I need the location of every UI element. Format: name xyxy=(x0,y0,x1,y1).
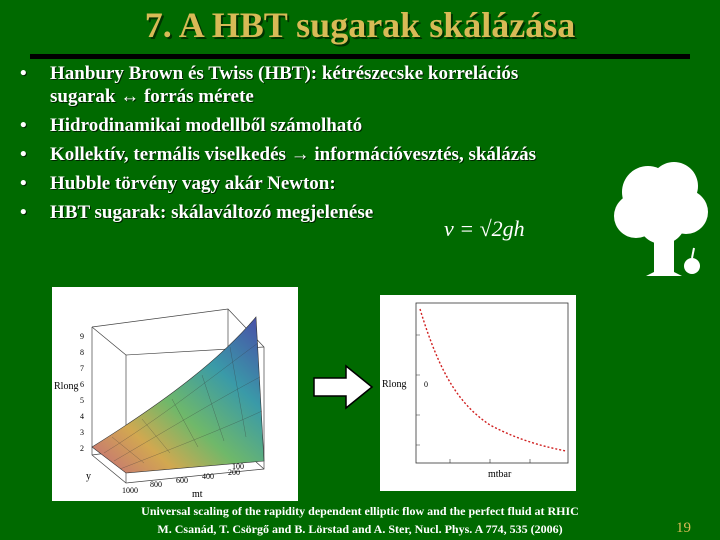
x-axis-label: mtbar xyxy=(488,469,512,480)
tree-apple-icon xyxy=(610,160,720,280)
z-tick: 2 xyxy=(80,444,84,453)
bullet-text: Hanbury Brown és Twiss (HBT): kétrészecske korrelációs xyxy=(50,63,519,84)
citation xyxy=(40,502,680,538)
bullet-item xyxy=(20,201,660,224)
z-tick: 7 xyxy=(80,364,84,373)
bullet-item xyxy=(20,172,660,195)
right-arrow-icon xyxy=(312,364,374,410)
bullet-text: Hidrodinamikai modellből számolható xyxy=(50,115,363,136)
y-axis-label: Rlong xyxy=(382,379,407,390)
bullet-list xyxy=(20,62,660,230)
x-tick: 800 xyxy=(150,480,162,489)
bullet-marker: • xyxy=(20,115,27,136)
z-tick: 6 xyxy=(80,380,84,389)
x-tick: 100 xyxy=(232,462,244,471)
bullet-text: Hubble törvény vagy akár Newton: xyxy=(50,173,336,194)
z-tick: 3 xyxy=(80,428,84,437)
z-tick: 8 xyxy=(80,348,84,357)
bullet-item xyxy=(20,62,660,108)
x-tick: 600 xyxy=(176,476,188,485)
bullet-text-continued: sugarak ↔ forrás mérete xyxy=(50,86,254,107)
bullet-text: Kollektív, termális viselkedés → információvesztés, skálázás xyxy=(50,144,537,165)
rlong-surface-plot xyxy=(52,287,298,501)
page-number: 19 xyxy=(676,520,691,536)
bullet-marker: • xyxy=(20,144,27,165)
bullet-text: HBT sugarak: skálaváltozó megjelenése xyxy=(50,202,374,223)
slide-title: 7. A HBT sugarak skálázása xyxy=(144,5,576,45)
z-axis-label: Rlong xyxy=(54,381,79,392)
bullet-marker: • xyxy=(20,202,27,223)
bullet-marker: • xyxy=(20,173,27,194)
y-tick: 0 xyxy=(424,380,428,389)
citation-title: Universal scaling of the rapidity dependent elliptic flow and the perfect fluid at RHIC xyxy=(141,504,579,518)
bullet-item xyxy=(20,143,660,166)
x-tick: 400 xyxy=(202,472,214,481)
citation-authors: M. Csanád, T. Csörgő and B. Lörstad and A. Ster, Nucl. Phys. A 774, 535 (2006) xyxy=(157,522,563,536)
title-underline xyxy=(30,54,690,59)
x-tick: 200 xyxy=(228,468,240,477)
bullet-item xyxy=(20,114,660,137)
x-axis-label: mt xyxy=(192,489,203,500)
z-tick: 9 xyxy=(80,332,84,341)
newton-formula: v = √2gh xyxy=(444,216,525,241)
bullet-marker: • xyxy=(20,63,27,84)
z-tick: 5 xyxy=(80,396,84,405)
z-tick: 4 xyxy=(80,412,84,421)
x-tick: 1000 xyxy=(122,486,138,495)
y-axis-label: y xyxy=(86,471,91,482)
rlong-scaling-plot xyxy=(380,295,576,491)
